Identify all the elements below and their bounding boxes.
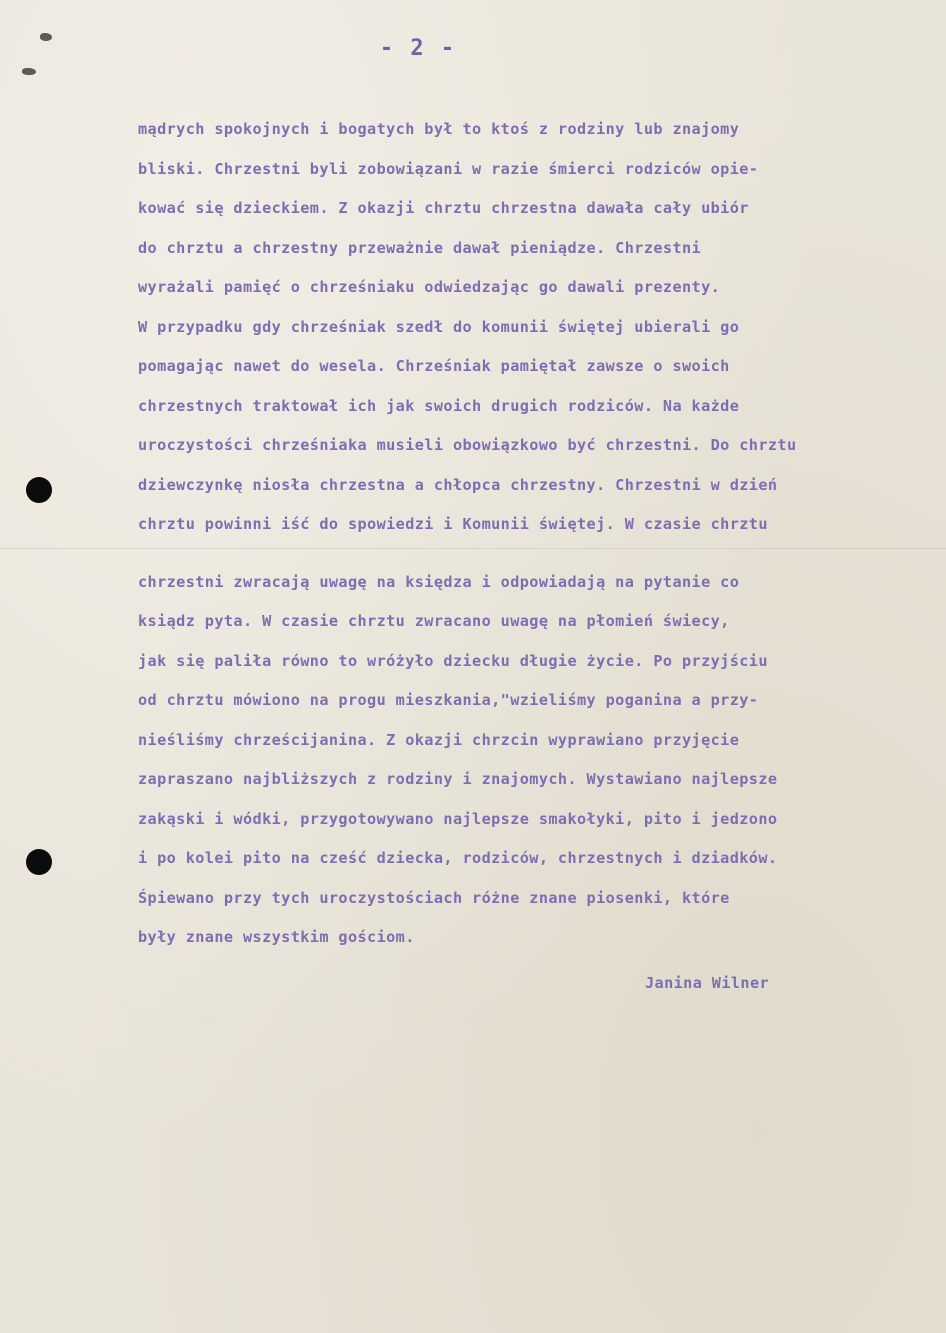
text-line: W przypadku gdy chrześniak szedł do komunii świętej ubierali go (138, 317, 740, 336)
paragraph-2 (138, 563, 946, 958)
text-line: chrztu powinni iść do spowiedzi i Komunii świętej. W czasie chrztu (138, 515, 768, 533)
text-line: były znane wszystkim gościom. (138, 928, 415, 946)
page-number: - 2 - (379, 36, 457, 61)
text-line: od chrztu mówiono na progu mieszkania,"wzieliśmy poganina a przy- (138, 691, 759, 709)
punch-hole (26, 477, 52, 503)
author-signature: Janina Wilner (645, 974, 770, 992)
body-text (138, 110, 946, 958)
text-line: ksiądz pyta. W czasie chrztu zwracano uwagę na płomień świecy, (138, 612, 730, 630)
text-line: pomagając nawet do wesela. Chrześniak pamiętał zawsze o swoich (138, 357, 730, 375)
text-line: do chrztu a chrzestny przeważnie dawał pieniądze. Chrzestni (138, 238, 702, 257)
text-line: chrzestnych traktował ich jak swoich drugich rodziców. Na każde (138, 396, 740, 415)
text-line: i po kolei pito na cześć dziecka, rodziców, chrzestnych i dziadków. (138, 849, 778, 867)
ink-smudge (22, 68, 36, 75)
text-line: zakąski i wódki, przygotowywano najlepsze smakołyki, pito i jedzono (138, 809, 778, 828)
text-line: wyrażali pamięć o chrześniaku odwiedzając go dawali prezenty. (138, 278, 721, 296)
text-line: nieśliśmy chrześcijanina. Z okazji chrzcin wyprawiano przyjęcie (138, 730, 740, 749)
text-line: kować się dzieckiem. Z okazji chrztu chrzestna dawała cały ubiór (138, 199, 749, 217)
paragraph-1 (138, 110, 946, 545)
text-line: Śpiewano przy tych uroczystościach różne znane piosenki, które (138, 888, 730, 907)
text-line: dziewczynkę niosła chrzestna a chłopca chrzestny. Chrzestni w dzień (138, 475, 778, 494)
text-line: chrzestni zwracają uwagę na księdza i odpowiadają na pytanie co (138, 572, 740, 591)
text-line: uroczystości chrześniaka musieli obowiązkowo być chrzestni. Do chrztu (138, 436, 797, 454)
punch-hole (26, 849, 52, 875)
text-line: bliski. Chrzestni byli zobowiązani w razie śmierci rodziców opie- (138, 159, 759, 178)
text-line: jak się paliła równo to wróżyło dziecku długie życie. Po przyjściu (138, 651, 768, 670)
text-line: mądrych spokojnych i bogatych był to ktoś z rodziny lub znajomy (138, 120, 740, 138)
text-line: zapraszano najbliższych z rodziny i znajomych. Wystawiano najlepsze (138, 770, 778, 788)
